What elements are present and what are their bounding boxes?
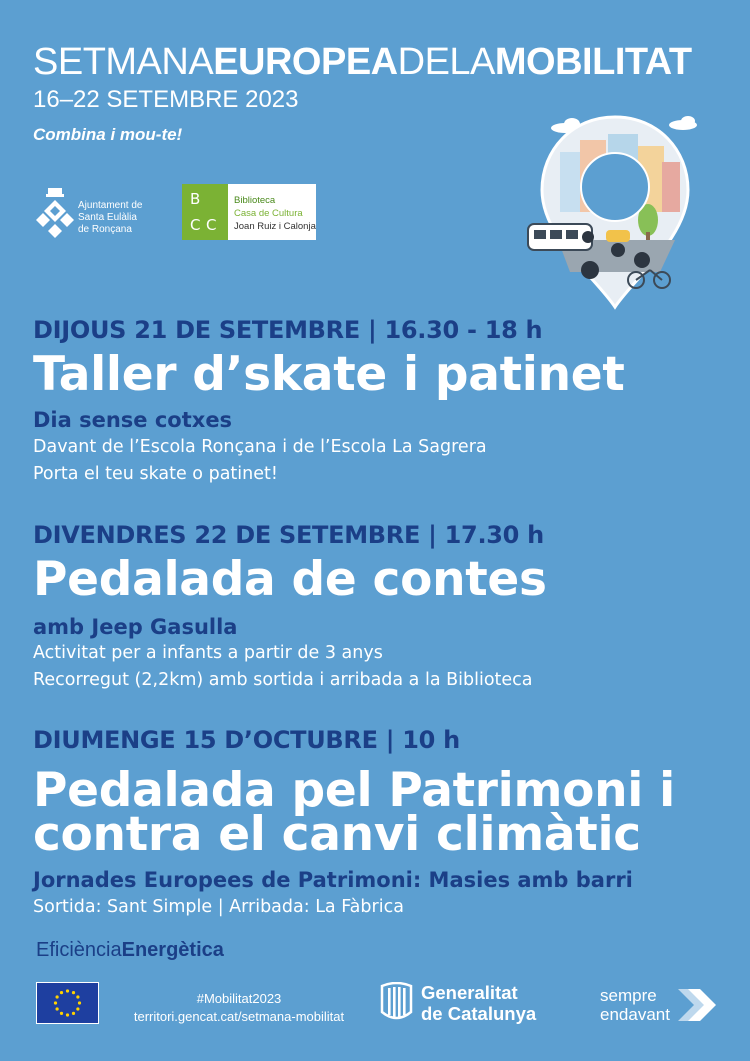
eu-star: [76, 1007, 79, 1010]
title-part-setmana: SETMANA: [33, 41, 214, 83]
bcc-line: Casa de Cultura: [234, 208, 303, 219]
bcc-letter: B: [190, 190, 201, 208]
event-2-subtitle: amb Jeep Gasulla: [33, 615, 238, 639]
ajuntament-shield-icon: [36, 186, 74, 240]
campaign-title: [33, 42, 692, 82]
generalitat-senyera-icon: [380, 982, 413, 1020]
campaign-url[interactable]: territori.gencat.cat/setmana-mobilitat: [133, 1009, 345, 1024]
title-part-mobilitat: MOBILITAT: [494, 41, 692, 83]
eu-star: [72, 1012, 75, 1015]
generalitat-line: Generalitat: [421, 982, 518, 1003]
bcc-letter: C: [206, 216, 217, 234]
ajuntament-line: de Ronçana: [78, 224, 132, 235]
hashtag: #Mobilitat2023: [196, 991, 282, 1006]
eu-flag-icon: [36, 982, 99, 1024]
eu-star: [56, 1007, 59, 1010]
event-1-title: Taller d’skate i patinet: [33, 347, 625, 402]
event-3-heading: DIUMENGE 15 D’OCTUBRE | 10 h: [33, 726, 460, 754]
double-chevron-icon: [676, 987, 716, 1023]
sempre-endavant-logo: [600, 986, 670, 1024]
efic-part: Energètica: [121, 939, 224, 961]
bcc-line: Biblioteca: [234, 195, 276, 206]
eu-star: [78, 1001, 81, 1004]
eu-star: [60, 1012, 63, 1015]
event-2-title: Pedalada de contes: [33, 552, 547, 607]
bcc-letter: C: [190, 216, 201, 234]
campaign-slogan: Combina i mou-te!: [33, 125, 183, 144]
event-2-detail: Activitat per a infants a partir de 3 anys: [33, 643, 383, 663]
eficiencia-energetica-logo: [36, 939, 224, 962]
generalitat-logo-text: [421, 982, 536, 1024]
sempre-line: endavant: [600, 1005, 670, 1024]
event-1-detail: Davant de l’Escola Ronçana i de l’Escola La Sagrera: [33, 437, 487, 457]
event-3-detail: Sortida: Sant Simple | Arribada: La Fàbrica: [33, 897, 404, 917]
eu-star: [54, 1001, 57, 1004]
event-2-detail: Recorregut (2,2km) amb sortida i arribada a la Biblioteca: [33, 670, 533, 690]
title-part-europea: EUROPEA: [213, 41, 398, 83]
event-2-heading: DIVENDRES 22 DE SETEMBRE | 17.30 h: [33, 521, 544, 549]
event-3-title: Pedalada pel Patrimoni i: [33, 763, 675, 818]
eu-star: [66, 989, 69, 992]
campaign-dates: 16–22 SETEMBRE 2023: [33, 86, 299, 113]
event-3-subtitle: Jornades Europees de Patrimoni: Masies amb barri: [33, 868, 633, 892]
title-part-dela: DELA: [397, 41, 495, 83]
map-pin-illustration: [520, 112, 710, 312]
eu-stars: [37, 983, 98, 1023]
ajuntament-line: Santa Eulàlia: [78, 212, 137, 223]
eu-star: [76, 995, 79, 998]
efic-part: Eficiència: [36, 939, 122, 961]
biblioteca-logo: [182, 184, 316, 240]
event-1-detail: Porta el teu skate o patinet!: [33, 464, 278, 484]
event-1-heading: DIJOUS 21 DE SETEMBRE | 16.30 - 18 h: [33, 316, 543, 344]
eu-star: [60, 991, 63, 994]
event-1-subtitle: Dia sense cotxes: [33, 408, 233, 432]
eu-star: [72, 991, 75, 994]
eu-star: [66, 1013, 69, 1016]
eu-star: [56, 995, 59, 998]
bcc-green-block: [182, 184, 228, 240]
event-3-title: contra el canvi climàtic: [33, 807, 641, 862]
ajuntament-logo: [36, 186, 176, 240]
sempre-line: sempre: [600, 986, 657, 1005]
ajuntament-line: Ajuntament de: [78, 200, 143, 211]
generalitat-line: de Catalunya: [421, 1003, 537, 1024]
bcc-line: Joan Ruiz i Calonja: [234, 221, 316, 232]
